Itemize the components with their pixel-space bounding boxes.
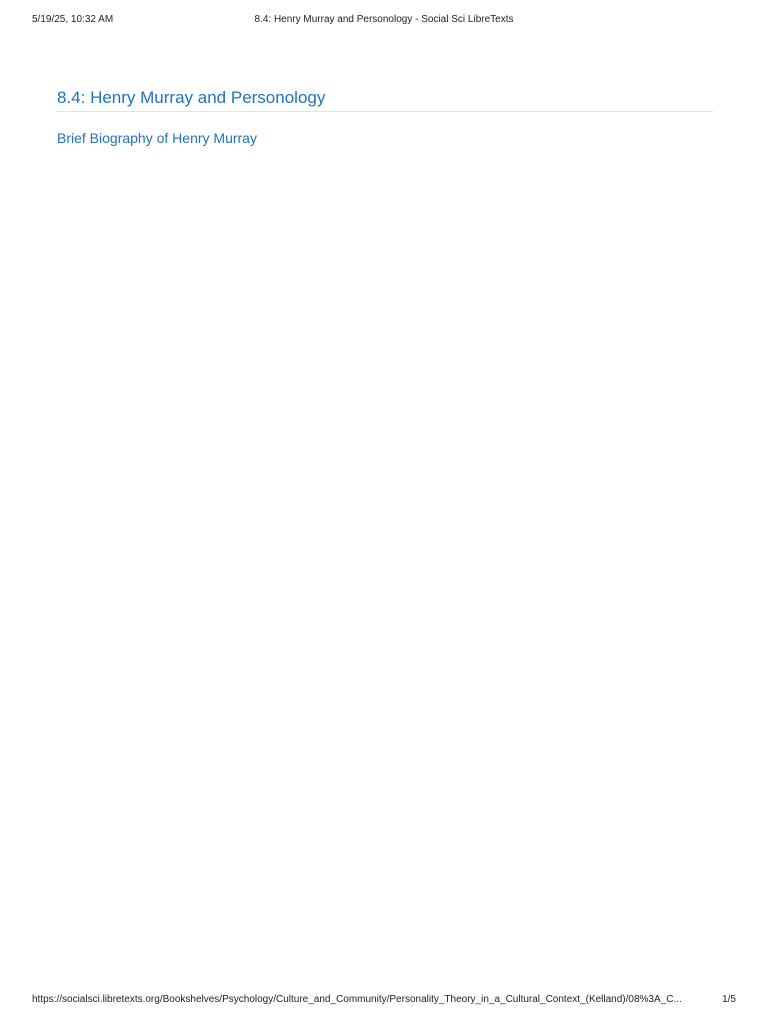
print-date: 5/19/25, 10:32 AM: [32, 14, 114, 25]
page-number: 1/5: [722, 994, 736, 1005]
print-header: [32, 14, 736, 30]
section-title-biography: Brief Biography of Henry Murray: [57, 130, 257, 146]
print-page-title: 8.4: Henry Murray and Personology - Social Sci LibreTexts: [254, 14, 514, 25]
print-footer: [32, 994, 736, 1010]
article: [57, 88, 713, 152]
footer-url[interactable]: https://socialsci.libretexts.org/Bookshelves/Psychology/Culture_and_Community/Personality_Theory_in_a_Cultural_Context_(Kelland)/08%3A_C...: [32, 994, 682, 1005]
page-title: 8.4: Henry Murray and Personology: [57, 88, 713, 112]
